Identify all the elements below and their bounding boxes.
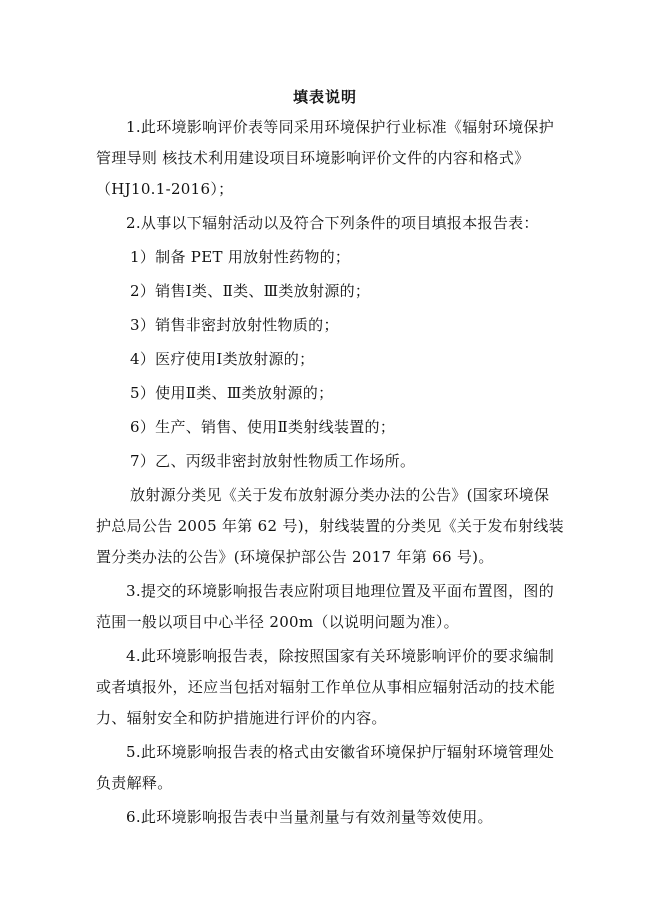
paragraph-2: 2.从事以下辐射活动以及符合下列条件的项目填报本报告表： <box>126 214 539 232</box>
paragraph-1: 1.此环境影响评价表等同采用环境保护行业标准《辐射环境保护管理导则 核技术利用建设项目环境影响评价文件的内容和格式》（HJ10.1-2016）； <box>96 118 555 198</box>
instructions-body <box>96 112 564 833</box>
paragraph-3: 3.提交的环境影响报告表应附项目地理位置及平面布置图，图的范围一般以项目中心半径 200m（以说明问题为准）。 <box>96 582 555 631</box>
list-item-1: 1）制备 PET 用放射性药物的； <box>130 248 351 266</box>
paragraph-5: 5.此环境影响报告表的格式由安徽省环境保护厅辐射环境管理处负责解释。 <box>96 743 555 792</box>
list-item-6: 6）生产、销售、使用Ⅱ类射线装置的； <box>130 418 396 436</box>
paragraph-4: 4.此环境影响报告表，除按照国家有关环境影响评价的要求编制或者填报外，还应当包括对辐射工作单位从事相应辐射活动的技术能力、辐射安全和防护措施进行评价的内容。 <box>96 647 556 727</box>
paragraph-6: 6.此环境影响报告表中当量剂量与有效剂量等效使用。 <box>126 808 493 826</box>
list-item-3: 3）销售非密封放射性物质的； <box>130 316 339 334</box>
page-title: 填表说明 <box>292 88 357 106</box>
list-item-7: 7）乙、丙级非密封放射性物质工作场所。 <box>130 452 416 470</box>
list-item-4: 4）医疗使用Ⅰ类放射源的； <box>130 350 315 368</box>
paragraph-source-classification: 放射源分类见《关于发布放射源分类办法的公告》(国家环境保护总局公告 2005 年第 62 号)，射线装置的分类见《关于发布射线装置分类办法的公告》(环境保护部公告 2017 年第 66 号)。 <box>96 486 564 566</box>
list-item-5: 5）使用Ⅱ类、Ⅲ类放射源的； <box>130 384 334 402</box>
list-item-2: 2）销售Ⅰ类、Ⅱ类、Ⅲ类放射源的； <box>130 282 371 300</box>
